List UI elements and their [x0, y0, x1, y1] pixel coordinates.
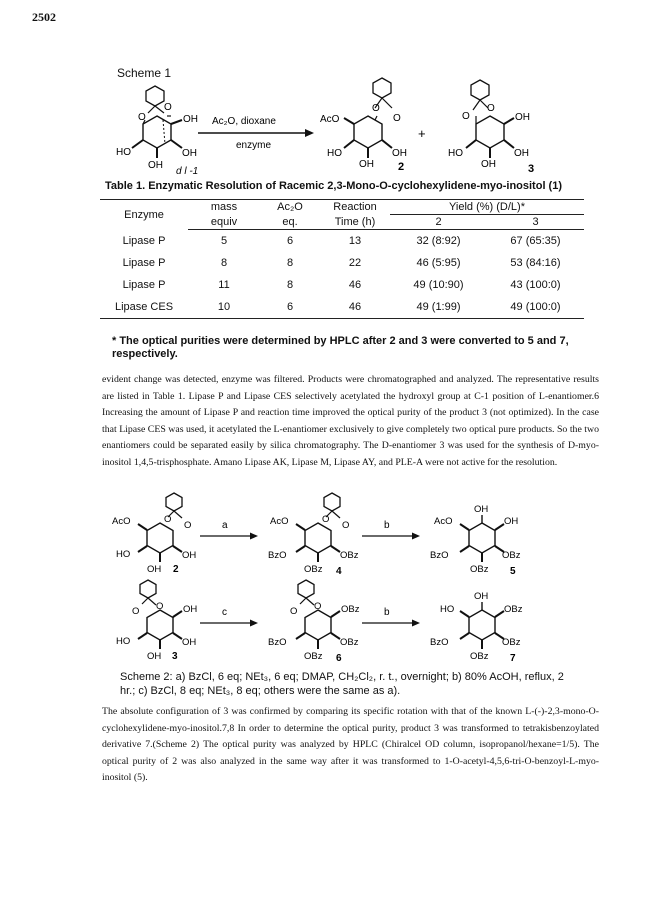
s2-c4-o1: O — [322, 514, 330, 525]
s2-arrow-b-bottom — [362, 607, 420, 627]
compound-2-structure — [320, 78, 407, 173]
th-enzyme: Enzyme — [100, 200, 188, 230]
s1-c1-o2-label: O — [138, 112, 146, 123]
s2-compound-5 — [430, 504, 521, 577]
s2-c3-ho: HO — [116, 636, 131, 647]
scheme2-figure — [0, 490, 672, 670]
cell-time: 46 — [320, 296, 390, 319]
cell-mass: 8 — [220, 257, 228, 269]
cell-time: 13 — [348, 235, 362, 247]
s2-c2-aco: AcO — [112, 516, 131, 527]
s2-c5-obz-right: OBz — [502, 550, 521, 561]
s2-c2-oh-bottom: OH — [147, 564, 162, 575]
s1-c3-oh-right: OH — [514, 148, 529, 159]
s1-c1-oh-bottom: OH — [148, 160, 163, 171]
s1-c2-o2-label: O — [393, 113, 401, 124]
th-ac2o-2: eq. — [260, 215, 320, 230]
scheme1-arrow — [198, 116, 314, 151]
s2-c7-bzo: BzO — [430, 637, 449, 648]
s1-c1-ho-left: HO — [116, 147, 131, 158]
s1-c2-aco: AcO — [320, 114, 340, 125]
scheme1-figure — [0, 0, 672, 190]
s2-c4-o2: O — [342, 520, 350, 531]
s2-arrow-a-label: a — [222, 520, 228, 531]
s2-c3-oh-bottom: OH — [147, 651, 162, 662]
compound-2-label: 2 — [398, 161, 405, 173]
s2-arrow-b-top — [362, 520, 420, 540]
th-col3: 3 — [487, 215, 584, 230]
cell-mass: 5 — [220, 235, 228, 247]
cell-enzyme: Lipase P — [122, 279, 166, 291]
body-paragraph-1: evident change was detected, enzyme was filtered. Products were chromatographed and analyzed. The representative results are listed in Table 1. Lipase P and Lipase CES selectively acetylated the hydroxyl group at C-1 position of L-enantiomer.6 Increasing the amount of Lipase P and reaction time improved the optical purity of the product 3 (not optimized). In the case that Lipase CES was used, it acetylated the L-enantiomer exclusively to give completely two optical pure products. So the two enantiomers could be separated easily by silica chromatography. The D-enantiomer 3 was used for the synthesis of D-myo-inositol 1,4,5-trisphosphate. Amano Lipase AK, Lipase M, Lipase AY, and PLE-A were not active for the resolution. — [102, 374, 599, 468]
s1-reagent-top: Ac₂O, dioxane — [212, 116, 276, 127]
s1-c2-oh-bottom: OH — [359, 159, 374, 170]
scheme2-caption: Scheme 2: a) BzCl, 6 eq; NEt₃, 6 eq; DMAP, CH₂Cl₂, r. t., overnight; b) 80% AcOH, reflux, 2 hr.; c) BzCl, 8 eq; NEt₃, 8 eq; others were the same as a). — [120, 671, 564, 697]
s1-c3-ho: HO — [448, 148, 463, 159]
cell-mass: 10 — [188, 296, 260, 319]
s2-c6-bzo: BzO — [268, 637, 287, 648]
compound-3-structure — [448, 80, 534, 175]
compound-1-label: d l -1 — [176, 166, 199, 177]
s2-c2-ho: HO — [116, 549, 131, 560]
s1-c3-o2-label: O — [487, 103, 495, 114]
s2-compound-7 — [430, 591, 523, 664]
cell-ac2o: 6 — [260, 296, 320, 319]
s2-c2-o2: O — [184, 520, 192, 531]
s2-c6-obz-top: OBz — [341, 604, 360, 615]
cell-time: 46 — [348, 279, 362, 291]
cell-yield-2: 49 (1:99) — [390, 296, 487, 319]
s2-c4-obz-right: OBz — [340, 550, 359, 561]
th-col2: 2 — [390, 215, 487, 230]
s2-c5-obz-bottom: OBz — [470, 564, 489, 575]
s1-c2-oh-right: OH — [392, 148, 407, 159]
s2-c7-obz-bottom: OBz — [470, 651, 489, 662]
s2-c3-o2: O — [156, 601, 164, 612]
s2-c7-ho: HO — [440, 604, 455, 615]
s2-arrow-b-top-label: b — [384, 520, 390, 531]
body-paragraph-2: The absolute configuration of 3 was confirmed by comparing its specific rotation with that of the known L-(-)-2,3-mono-O-cyclohexylidene-myo-inositol.7,8 In order to determine the optical purity, product 3 was transformed to tetrakisbenzoylated derivative 7.(Scheme 2) The optical purity was analyzed by HPLC (Chiralcel OD column, isopropanol/hexane=1/5). The optical purity of 2 was also analyzed in the same way after it was transformed to 1-O-acetyl-4,5,6-tri-O-benzoyl-L-myo-inositol (5). — [102, 706, 599, 784]
s2-c5-oh-right: OH — [504, 516, 519, 527]
compound-3-label: 3 — [528, 163, 535, 175]
scheme1-plus: + — [418, 126, 426, 141]
s2-c3-oh-right: OH — [182, 637, 197, 648]
s1-c3-o-label: O — [462, 111, 470, 122]
cell-ac2o: 8 — [286, 257, 294, 269]
cell-time: 22 — [348, 257, 362, 269]
cell-enzyme: Lipase P — [122, 257, 166, 269]
table-row — [100, 274, 584, 296]
s2-c7-oh-top: OH — [474, 591, 489, 602]
th-reaction-1: Reaction — [320, 200, 390, 215]
s1-c1-oh-top: OH — [183, 114, 198, 125]
cell-yield-3: 67 (65:35) — [510, 235, 561, 247]
s2-arrow-a — [200, 520, 258, 540]
table1 — [100, 199, 584, 319]
s2-c4-aco: AcO — [270, 516, 289, 527]
cell-ac2o: 6 — [286, 235, 294, 247]
s2-c2-o1: O — [164, 514, 172, 525]
s2-c3-oh-top: OH — [183, 604, 198, 615]
scheme1-title: Scheme 1 — [117, 66, 172, 80]
s2-compound-3 — [116, 580, 197, 662]
table-row — [100, 252, 584, 274]
s2-c5-oh-top: OH — [474, 504, 489, 515]
cell-yield-2: 49 (10:90) — [413, 279, 464, 291]
table-row — [100, 296, 584, 319]
s2-arrow-c-label: c — [222, 607, 227, 618]
cell-enzyme: Lipase P — [122, 234, 166, 247]
s2-c6-o2: O — [314, 601, 322, 612]
s2-label-2: 2 — [173, 564, 179, 575]
s2-c7-obz-right: OBz — [502, 637, 521, 648]
s2-label-7: 7 — [510, 653, 516, 664]
th-mass-2: equiv — [188, 215, 260, 230]
s2-c4-bzo: BzO — [268, 550, 287, 561]
th-ac2o-1: Ac₂O — [260, 200, 320, 215]
s2-label-3: 3 — [172, 651, 178, 662]
s2-c5-bzo: BzO — [430, 550, 449, 561]
s1-c3-oh-bottom: OH — [481, 159, 496, 170]
s2-label-6: 6 — [336, 653, 342, 664]
cell-yield-3: 53 (84:16) — [510, 257, 561, 269]
s2-c3-o1: O — [132, 606, 140, 617]
s1-reagent-bottom: enzyme — [236, 140, 272, 151]
table1-caption: Table 1. Enzymatic Resolution of Racemic 2,3-Mono-O-cyclohexylidene-myo-inositol (1) — [105, 180, 562, 192]
s2-c4-obz-bottom: OBz — [304, 564, 323, 575]
th-yield: Yield (%) (D/L)* — [390, 200, 584, 215]
s2-c5-aco: AcO — [434, 516, 453, 527]
s2-compound-2 — [112, 493, 196, 575]
table-row — [100, 230, 584, 253]
s1-c2-ho: HO — [327, 148, 342, 159]
table1-footnote: * The optical purities were determined by HPLC after 2 and 3 were converted to 5 and 7, respectively. — [112, 335, 569, 360]
s2-c7-obz-right-top: OBz — [504, 604, 523, 615]
s2-label-4: 4 — [336, 566, 342, 577]
th-reaction-2: Time (h) — [320, 215, 390, 230]
s2-arrow-b-bottom-label: b — [384, 607, 390, 618]
page-number: 2502 — [32, 10, 56, 24]
s2-arrow-c — [200, 607, 258, 627]
s1-c1-oh-right: OH — [182, 148, 197, 159]
cell-yield-3: 49 (100:0) — [487, 296, 584, 319]
cell-ac2o: 8 — [286, 279, 294, 291]
s2-c6-obz-bottom: OBz — [304, 651, 323, 662]
cell-enzyme: Lipase CES — [100, 296, 188, 319]
s1-c1-o-label: O — [164, 102, 172, 113]
cell-mass: 11 — [218, 279, 230, 291]
s2-c6-o1: O — [290, 606, 298, 617]
cell-yield-3: 43 (100:0) — [510, 279, 561, 291]
compound-1-structure — [116, 86, 198, 177]
s2-label-5: 5 — [510, 566, 516, 577]
cell-yield-2: 46 (5:95) — [416, 257, 461, 269]
s1-c2-o-label: O — [372, 103, 380, 114]
th-mass-1: mass — [188, 200, 260, 215]
s2-c2-oh-right: OH — [182, 550, 197, 561]
s2-compound-4 — [268, 493, 359, 577]
s2-c6-obz-right: OBz — [340, 637, 359, 648]
s2-compound-6 — [268, 580, 360, 664]
s1-c3-oh-top: OH — [515, 112, 530, 123]
cell-yield-2: 32 (8:92) — [416, 235, 461, 247]
